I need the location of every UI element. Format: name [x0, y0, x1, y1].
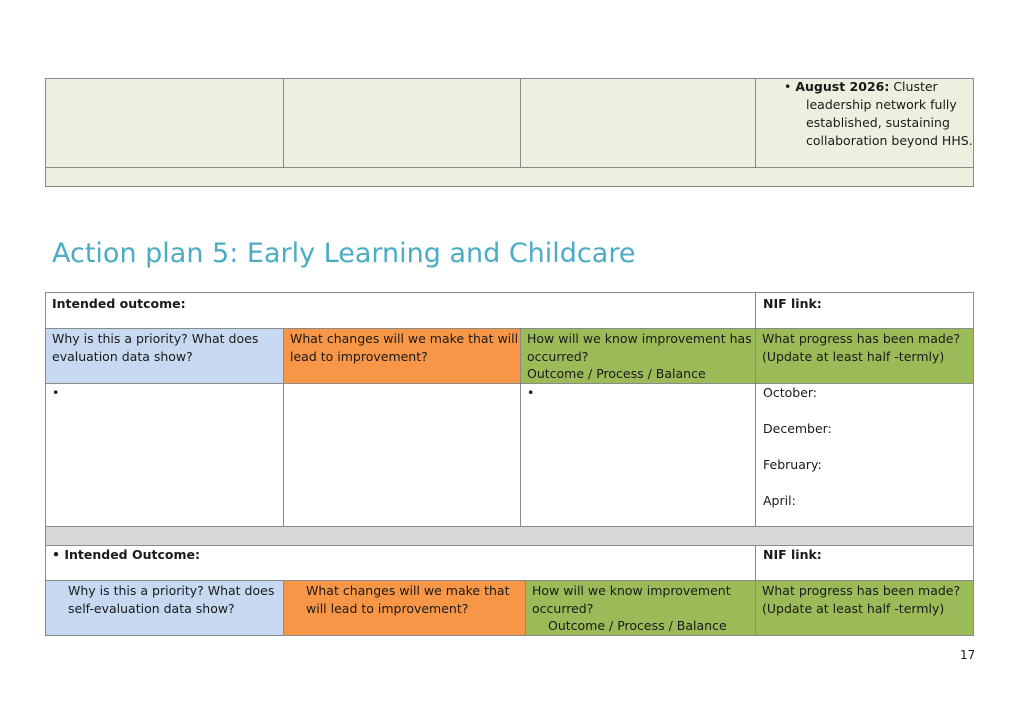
border [283, 328, 284, 526]
border [45, 292, 974, 293]
top-bullet-line-2: leadership network fully [806, 97, 957, 112]
header-why-2-line-2: self-evaluation data show? [68, 601, 235, 616]
intended-outcome-label: Intended outcome: [52, 296, 186, 311]
border [755, 545, 756, 635]
progress-october: October: [763, 385, 818, 400]
border [45, 545, 974, 546]
border [45, 635, 974, 636]
border [45, 292, 46, 636]
border [755, 292, 756, 526]
border [283, 78, 284, 167]
header-progress-2-line-1: What progress has been made? [762, 583, 961, 598]
header-how-know [521, 329, 755, 383]
top-bullet-date: August 2026: [795, 79, 890, 94]
bullet-why: • [52, 385, 60, 400]
border [520, 328, 521, 526]
header-how-know-2 [526, 581, 755, 635]
border [283, 580, 284, 635]
border [45, 186, 974, 187]
progress-february: February: [763, 457, 822, 472]
border [45, 78, 46, 186]
header-changes-line-2: lead to improvement? [290, 349, 428, 364]
header-progress-2 [756, 581, 973, 635]
border [45, 383, 974, 384]
bullet-know: • [527, 385, 535, 400]
progress-april: April: [763, 493, 796, 508]
top-bullet-text: Cluster [889, 79, 938, 94]
intended-outcome-label-2: • Intended Outcome: [52, 547, 200, 562]
header-know-line-1: How will we know improvement has [527, 331, 752, 346]
header-why-priority-2 [46, 581, 283, 635]
header-progress-line-1: What progress has been made? [762, 331, 961, 346]
top-table-progress-cell [784, 78, 984, 150]
border [45, 580, 974, 581]
header-changes-2 [284, 581, 525, 635]
border [973, 78, 974, 186]
spacer-row [46, 527, 973, 545]
header-progress-2-line-2: (Update at least half -termly) [762, 601, 945, 616]
border [755, 78, 756, 167]
page-number: 17 [960, 648, 976, 662]
nif-link-label-2: NIF link: [763, 547, 822, 562]
header-why-priority [46, 329, 283, 383]
nif-link-label: NIF link: [763, 296, 822, 311]
header-why-2-line-1: Why is this a priority? What does [68, 583, 275, 598]
progress-december: December: [763, 421, 832, 436]
header-changes-2-line-2: will lead to improvement? [306, 601, 469, 616]
header-changes [284, 329, 520, 383]
header-progress [756, 329, 973, 383]
header-changes-line-1: What changes will we make that will [290, 331, 519, 346]
top-bullet-line-4: collaboration beyond HHS. [806, 133, 973, 148]
header-changes-2-line-1: What changes will we make that [306, 583, 510, 598]
border [525, 580, 526, 635]
border [973, 292, 974, 636]
header-know-2-line-3: Outcome / Process / Balance [548, 618, 727, 633]
header-why-line-2: evaluation data show? [52, 349, 193, 364]
header-know-2-line-1: How will we know improvement [532, 583, 731, 598]
border [45, 78, 974, 79]
border [520, 78, 521, 167]
header-know-2-line-2: occurred? [532, 601, 594, 616]
header-progress-line-2: (Update at least half -termly) [762, 349, 945, 364]
page-title: Action plan 5: Early Learning and Childcare [52, 238, 636, 269]
border [45, 526, 974, 527]
header-know-line-2: occurred? [527, 349, 589, 364]
header-why-line-1: Why is this a priority? What does [52, 331, 259, 346]
top-bullet-line: • August 2026: Cluster [784, 79, 938, 94]
header-know-line-3: Outcome / Process / Balance [527, 366, 706, 381]
top-bullet-line-3: established, sustaining [806, 115, 950, 130]
border [45, 328, 974, 329]
border [45, 167, 974, 168]
